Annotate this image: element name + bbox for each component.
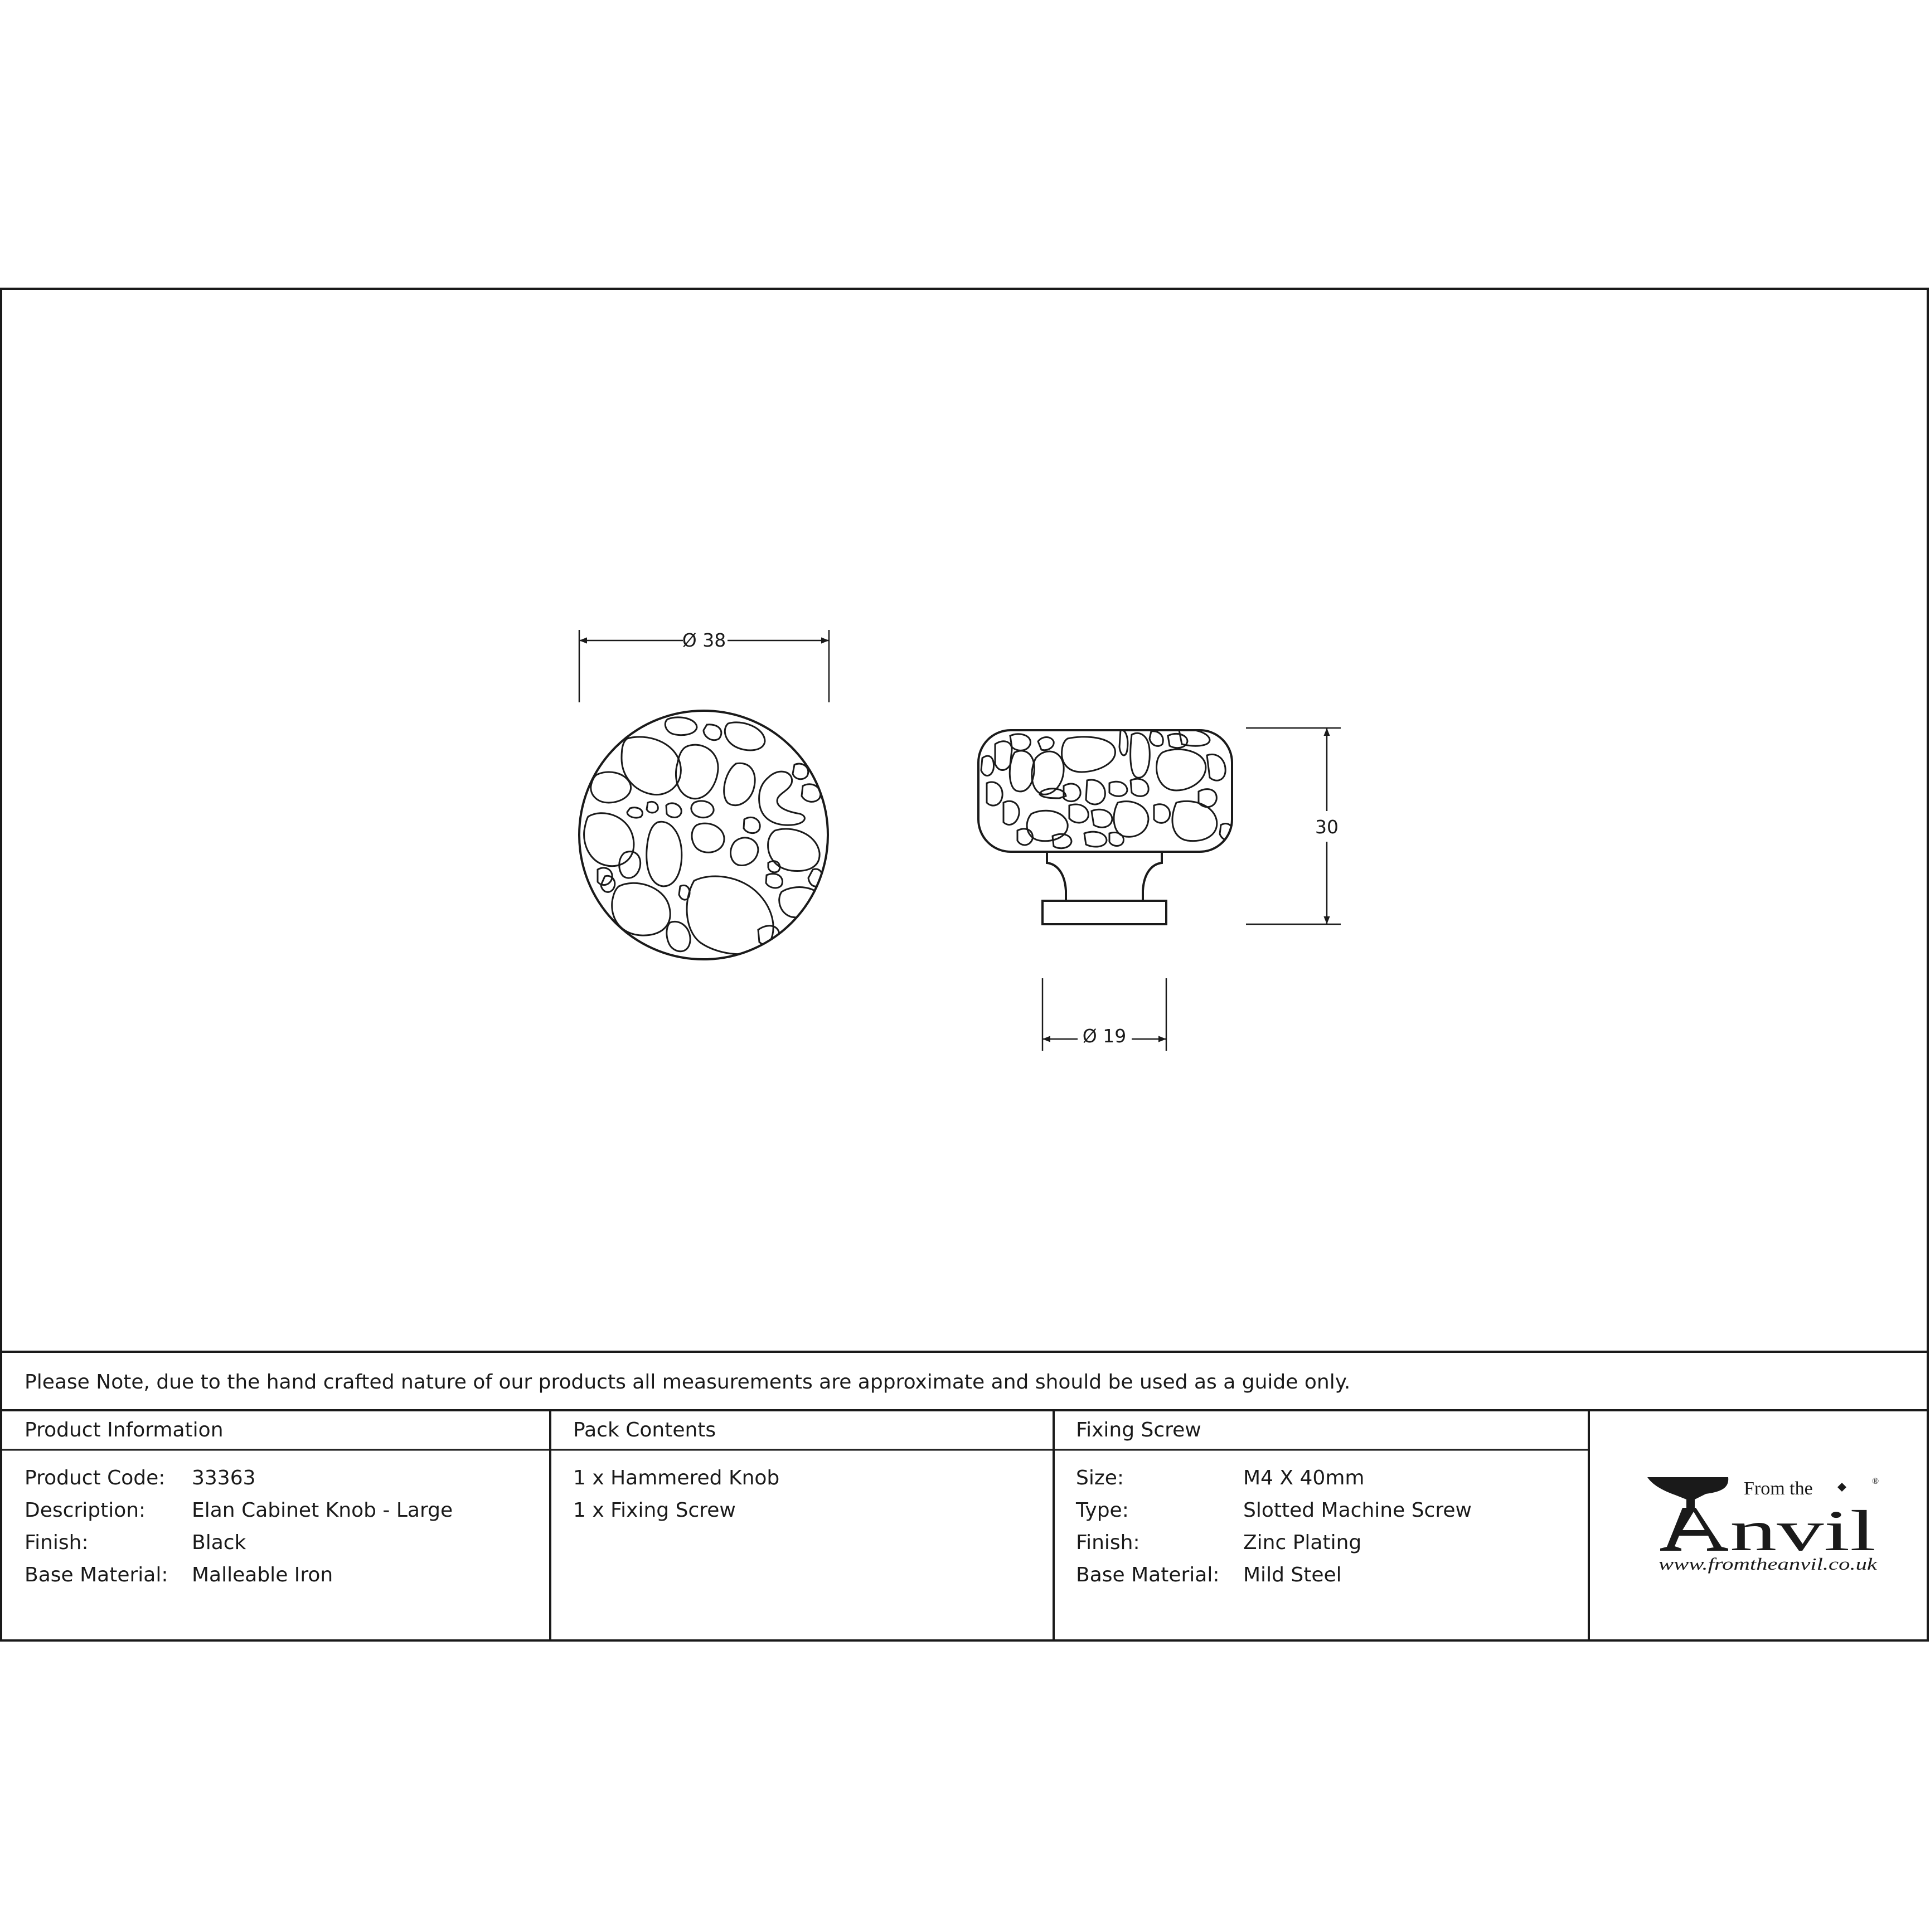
product-code-value: 33363 bbox=[192, 1467, 256, 1489]
fixing-screw-heading: Fixing Screw bbox=[1076, 1419, 1201, 1441]
measurement-note: Please Note, due to the hand crafted nature of our products all measurements are approximate and should be used as a guide only. bbox=[25, 1371, 1351, 1394]
screw-type-label: Type: bbox=[1076, 1499, 1129, 1522]
description-value: Elan Cabinet Knob - Large bbox=[192, 1499, 453, 1522]
screw-base-material-value: Mild Steel bbox=[1243, 1564, 1342, 1586]
dimension-label-diameter-top: Ø 38 bbox=[682, 629, 726, 651]
product-code-label: Product Code: bbox=[25, 1467, 166, 1489]
pack-contents-heading: Pack Contents bbox=[573, 1419, 716, 1441]
diamond-icon bbox=[1837, 1483, 1846, 1492]
logo-url: www.fromtheanvil.co.uk bbox=[1659, 1554, 1878, 1574]
screw-finish-value: Zinc Plating bbox=[1243, 1531, 1362, 1554]
product-info-heading: Product Information bbox=[25, 1419, 224, 1441]
screw-type-value: Slotted Machine Screw bbox=[1243, 1499, 1472, 1522]
screw-size-value: M4 X 40mm bbox=[1243, 1467, 1365, 1489]
finish-label: Finish: bbox=[25, 1531, 89, 1554]
base-material-value: Malleable Iron bbox=[192, 1564, 333, 1586]
logo-brand-rest: nvil bbox=[1730, 1499, 1876, 1563]
base-material-label: Base Material: bbox=[25, 1564, 168, 1586]
screw-base-material-label: Base Material: bbox=[1076, 1564, 1220, 1586]
drawing-frame bbox=[1, 289, 1928, 1640]
dimension-label-diameter-base: Ø 19 bbox=[1082, 1025, 1127, 1047]
finish-value: Black bbox=[192, 1531, 246, 1554]
screw-size-label: Size: bbox=[1076, 1467, 1124, 1489]
description-label: Description: bbox=[25, 1499, 146, 1522]
knob-side-view bbox=[978, 730, 1233, 924]
anvil-logo bbox=[1647, 1477, 1879, 1574]
logo-from-the: From the bbox=[1744, 1478, 1813, 1499]
dimension-label-height: 30 bbox=[1315, 816, 1339, 838]
anvil-silhouette-icon bbox=[1647, 1477, 1728, 1512]
anvil-letter-a-icon bbox=[1660, 1508, 1728, 1551]
knob-top-view bbox=[579, 711, 828, 959]
pack-item: 1 x Fixing Screw bbox=[573, 1499, 736, 1522]
screw-finish-label: Finish: bbox=[1076, 1531, 1140, 1554]
pack-item: 1 x Hammered Knob bbox=[573, 1467, 780, 1489]
registered-mark-icon: ® bbox=[1872, 1477, 1879, 1486]
